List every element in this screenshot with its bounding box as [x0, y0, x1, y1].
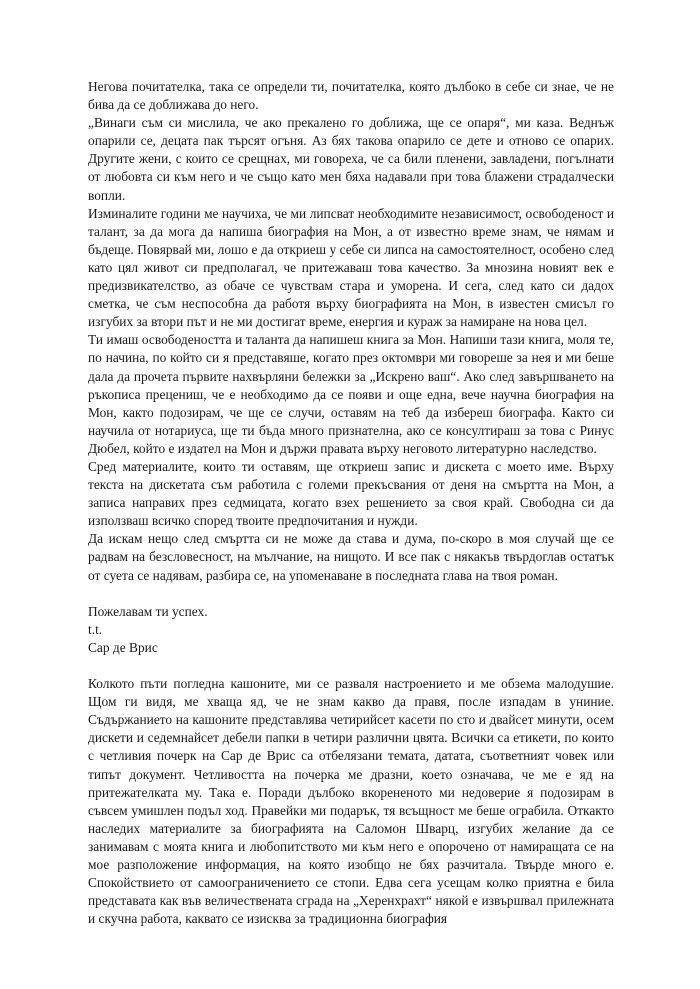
- closing-line: Пожелавам ти успех.: [88, 603, 208, 619]
- paragraph: Сред материалите, които ти оставям, ще откриеш запис и дискета с моето име. Върху текста на дискетата съм работила с големи прекъсвания от деня на смъртта на Мон, а записа направих през седмицата, когато взех решението за своя край. Свободна си да използваш всичко според твоите предпочитания и нужди.: [88, 458, 614, 529]
- signature-line: Сар де Врис: [88, 639, 158, 655]
- paragraph: Да искам нещо след смъртта си не може да става и дума, по-скоро в моя случай ще се радвам на безсловесност, на мълчание, на нищото. И все пак с някакъв твърдоглав остатък от суета се надявам, разбира се, на упоменаване в последната глава на твоя роман.: [88, 531, 614, 583]
- initials-line: t.t.: [88, 621, 103, 637]
- paragraph: Ти имаш освободеността и таланта да напишеш книга за Мон. Напиши тази книга, моля те, по начина, по който си я представяше, когато през октомври ми говореше за нея и ми беше дала да прочета първите нахвърляни бележки за „Искрено ваш“. Ако след завършването на ръкописа прецениш, че е необходимо да се появи и още една, вече научна биография на Мон, както подозирам, че ще се случи, оставям на теб да избереш биографа. Както си научила от нотариуса, ще ти бъда много признателна, ако се консултираш за това с Ринус Дюбел, който е издател на Мон и държи правата върху неговото литературно наследство.: [88, 332, 614, 456]
- document-page: [88, 78, 614, 928]
- blank-line: [88, 585, 614, 603]
- paragraph: Изминалите години ме научиха, че ми липсват необходимите независимост, освободеност и талант, за да мога да напиша биография на Мон, а от известно време знам, че нямам и бъдеще. Повярвай ми, лошо е да откриеш у себе си липса на самостоятелност, особено след като цял живот си предполагал, че притежаваш това качество. За мнозина новият век е предизвикателство, аз обаче се чувствам стара и уморена. И сега, след като си дадох сметка, че съм неспособна да работя върху биографията на Мон, в известен смисъл го изгубих за втори път и не ми достигат време, енергия и кураж за намиране на нова цел.: [88, 205, 614, 330]
- paragraph: Колкото пъти погледна кашоните, ми се разваля настроението и ме обзема малодушие. Щом ги видя, ме хваща яд, че не знам какво да правя, после изпадам в униние. Съдържанието на кашоните представлява четирийсет касети по сто и двайсет минути, осем дискети и седемнайсет дебели папки в четири различни цвята. Всички са етикети, по които с четливия почерк на Сар де Врис са отбелязани темата, датата, съответният човек или типът документ. Четливостта на почерка ме дразни, което означава, че ме е яд на притежателката му. Така е. Поради дълбоко вкорененото ми недоверие я подозирам в съвсем умишлен подъл ход. Правейки ми подарък, тя всъщност ме беше ограбила. Откакто наследих материалите за биографията на Саломон Шварц, изгубих желание да се занимавам с моята книга и любопитството ми към него е опорочено от намиращата се на мое разположение информация, на която изобщо не бях разчитала. Твърде много е. Спокойствието от самоограничението се стопи. Едва сега усещам колко приятна е била представата как във величествената сграда на „Херенхрахт“ някой е извършвал прилежната и скучна работа, каквато се изисква за традиционна биография: [88, 676, 614, 927]
- blank-line: [88, 657, 614, 675]
- paragraph: Негова почитателка, така се определи ти, почитателка, която дълбоко в себе си знае, че не бива да се доближава до него.: [88, 79, 614, 113]
- paragraph: „Винаги съм си мислила, че ако прекалено го доближа, ще се опаря“, ми каза. Веднъж опарили се, децата пак търсят огъня. Аз бях такова опарило се дете и отново се опарих. Другите жени, с които се срещнах, ми говореха, че са били пленени, завладени, погълнати от любовта си към него и че също като мен бяха надавали при това блажени страдалчески вопли.: [88, 115, 614, 203]
